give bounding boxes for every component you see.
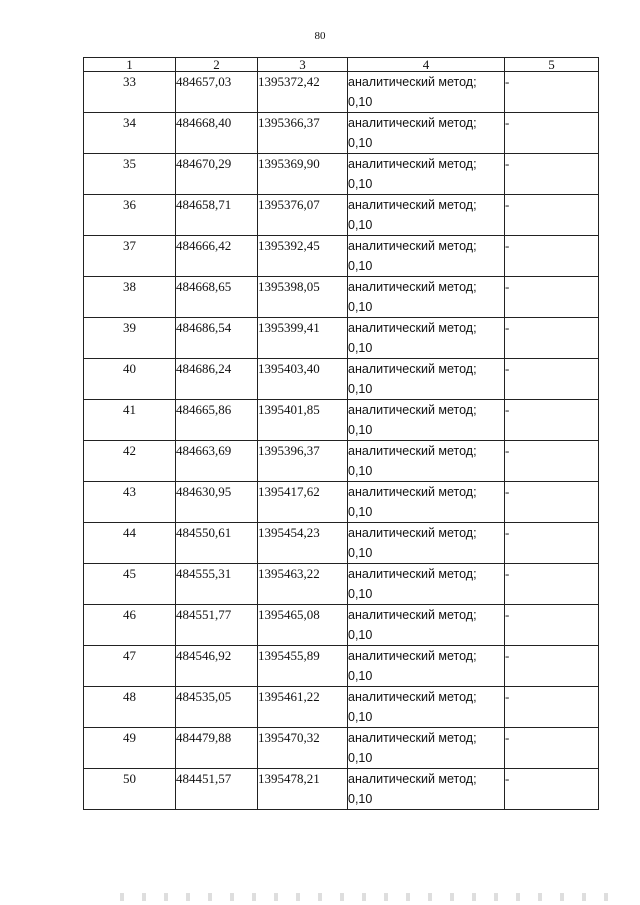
point-number-cell: 41 [84, 400, 176, 441]
table-row [84, 318, 599, 359]
table-row [84, 277, 599, 318]
method-text: аналитический метод; [348, 567, 477, 581]
x-coordinate-cell: 484686,24 [176, 359, 258, 400]
x-coordinate-cell: 484658,71 [176, 195, 258, 236]
table-row [84, 605, 599, 646]
accuracy-text: 0,10 [348, 464, 373, 478]
point-number-cell: 37 [84, 236, 176, 277]
note-cell: - [505, 482, 599, 523]
method-cell [348, 728, 505, 769]
table-row [84, 564, 599, 605]
method-cell [348, 441, 505, 482]
x-coordinate-cell: 484665,86 [176, 400, 258, 441]
point-number-cell: 33 [84, 72, 176, 113]
table-row [84, 646, 599, 687]
point-number-cell: 47 [84, 646, 176, 687]
note-cell: - [505, 400, 599, 441]
point-number-cell: 44 [84, 523, 176, 564]
point-number-cell: 48 [84, 687, 176, 728]
method-cell [348, 646, 505, 687]
point-number-cell: 39 [84, 318, 176, 359]
accuracy-text: 0,10 [348, 136, 373, 150]
x-coordinate-cell: 484686,54 [176, 318, 258, 359]
y-coordinate-cell: 1395454,23 [258, 523, 348, 564]
y-coordinate-cell: 1395376,07 [258, 195, 348, 236]
method-cell [348, 523, 505, 564]
coordinates-table [83, 57, 599, 810]
point-number-cell: 49 [84, 728, 176, 769]
x-coordinate-cell: 484555,31 [176, 564, 258, 605]
accuracy-text: 0,10 [348, 300, 373, 314]
y-coordinate-cell: 1395396,37 [258, 441, 348, 482]
y-coordinate-cell: 1395417,62 [258, 482, 348, 523]
x-coordinate-cell: 484666,42 [176, 236, 258, 277]
table-row [84, 154, 599, 195]
method-text: аналитический метод; [348, 198, 477, 212]
page-number: 80 [314, 30, 326, 42]
point-number-cell: 34 [84, 113, 176, 154]
method-text: аналитический метод; [348, 116, 477, 130]
method-cell [348, 769, 505, 810]
y-coordinate-cell: 1395478,21 [258, 769, 348, 810]
accuracy-text: 0,10 [348, 587, 373, 601]
point-number-cell: 45 [84, 564, 176, 605]
point-number-cell: 50 [84, 769, 176, 810]
note-cell: - [505, 646, 599, 687]
accuracy-text: 0,10 [348, 710, 373, 724]
x-coordinate-cell: 484657,03 [176, 72, 258, 113]
accuracy-text: 0,10 [348, 792, 373, 806]
note-cell: - [505, 605, 599, 646]
method-cell [348, 113, 505, 154]
note-cell: - [505, 113, 599, 154]
method-cell [348, 277, 505, 318]
accuracy-text: 0,10 [348, 382, 373, 396]
accuracy-text: 0,10 [348, 95, 373, 109]
column-header-1: 1 [84, 58, 176, 72]
x-coordinate-cell: 484668,40 [176, 113, 258, 154]
accuracy-text: 0,10 [348, 546, 373, 560]
x-coordinate-cell: 484630,95 [176, 482, 258, 523]
method-text: аналитический метод; [348, 280, 477, 294]
method-cell [348, 318, 505, 359]
column-header-2: 2 [176, 58, 258, 72]
table-row [84, 441, 599, 482]
scan-artifact [120, 893, 620, 901]
method-text: аналитический метод; [348, 403, 477, 417]
note-cell: - [505, 154, 599, 195]
note-cell: - [505, 769, 599, 810]
y-coordinate-cell: 1395455,89 [258, 646, 348, 687]
table-row [84, 769, 599, 810]
method-text: аналитический метод; [348, 731, 477, 745]
method-text: аналитический метод; [348, 649, 477, 663]
x-coordinate-cell: 484670,29 [176, 154, 258, 195]
y-coordinate-cell: 1395465,08 [258, 605, 348, 646]
note-cell: - [505, 72, 599, 113]
column-header-5: 5 [505, 58, 599, 72]
method-text: аналитический метод; [348, 690, 477, 704]
method-cell [348, 154, 505, 195]
y-coordinate-cell: 1395366,37 [258, 113, 348, 154]
y-coordinate-cell: 1395403,40 [258, 359, 348, 400]
method-text: аналитический метод; [348, 772, 477, 786]
point-number-cell: 46 [84, 605, 176, 646]
method-text: аналитический метод; [348, 157, 477, 171]
y-coordinate-cell: 1395369,90 [258, 154, 348, 195]
x-coordinate-cell: 484668,65 [176, 277, 258, 318]
method-text: аналитический метод; [348, 444, 477, 458]
table-row [84, 482, 599, 523]
x-coordinate-cell: 484479,88 [176, 728, 258, 769]
x-coordinate-cell: 484546,92 [176, 646, 258, 687]
note-cell: - [505, 564, 599, 605]
point-number-cell: 42 [84, 441, 176, 482]
y-coordinate-cell: 1395392,45 [258, 236, 348, 277]
point-number-cell: 36 [84, 195, 176, 236]
x-coordinate-cell: 484663,69 [176, 441, 258, 482]
header-row [84, 58, 599, 72]
point-number-cell: 40 [84, 359, 176, 400]
note-cell: - [505, 236, 599, 277]
method-cell [348, 72, 505, 113]
note-cell: - [505, 687, 599, 728]
accuracy-text: 0,10 [348, 628, 373, 642]
y-coordinate-cell: 1395372,42 [258, 72, 348, 113]
note-cell: - [505, 318, 599, 359]
note-cell: - [505, 195, 599, 236]
method-cell [348, 400, 505, 441]
table-row [84, 195, 599, 236]
table-row [84, 359, 599, 400]
method-text: аналитический метод; [348, 321, 477, 335]
accuracy-text: 0,10 [348, 341, 373, 355]
accuracy-text: 0,10 [348, 259, 373, 273]
y-coordinate-cell: 1395470,32 [258, 728, 348, 769]
method-cell [348, 564, 505, 605]
column-header-4: 4 [348, 58, 505, 72]
method-text: аналитический метод; [348, 485, 477, 499]
y-coordinate-cell: 1395461,22 [258, 687, 348, 728]
table-row [84, 687, 599, 728]
x-coordinate-cell: 484551,77 [176, 605, 258, 646]
method-text: аналитический метод; [348, 239, 477, 253]
table-row [84, 236, 599, 277]
table-row [84, 400, 599, 441]
method-cell [348, 195, 505, 236]
table-row [84, 728, 599, 769]
method-cell [348, 687, 505, 728]
table-header [84, 58, 599, 72]
table-row [84, 113, 599, 154]
point-number-cell: 43 [84, 482, 176, 523]
note-cell: - [505, 441, 599, 482]
column-header-3: 3 [258, 58, 348, 72]
method-cell [348, 359, 505, 400]
table-row [84, 72, 599, 113]
accuracy-text: 0,10 [348, 218, 373, 232]
accuracy-text: 0,10 [348, 177, 373, 191]
method-text: аналитический метод; [348, 75, 477, 89]
point-number-cell: 38 [84, 277, 176, 318]
y-coordinate-cell: 1395401,85 [258, 400, 348, 441]
method-cell [348, 605, 505, 646]
accuracy-text: 0,10 [348, 751, 373, 765]
note-cell: - [505, 277, 599, 318]
method-text: аналитический метод; [348, 526, 477, 540]
method-cell [348, 482, 505, 523]
x-coordinate-cell: 484550,61 [176, 523, 258, 564]
accuracy-text: 0,10 [348, 669, 373, 683]
method-cell [348, 236, 505, 277]
x-coordinate-cell: 484451,57 [176, 769, 258, 810]
y-coordinate-cell: 1395463,22 [258, 564, 348, 605]
table-row [84, 523, 599, 564]
accuracy-text: 0,10 [348, 423, 373, 437]
y-coordinate-cell: 1395399,41 [258, 318, 348, 359]
x-coordinate-cell: 484535,05 [176, 687, 258, 728]
note-cell: - [505, 728, 599, 769]
note-cell: - [505, 359, 599, 400]
note-cell: - [505, 523, 599, 564]
table-body [84, 72, 599, 810]
method-text: аналитический метод; [348, 362, 477, 376]
method-text: аналитический метод; [348, 608, 477, 622]
accuracy-text: 0,10 [348, 505, 373, 519]
point-number-cell: 35 [84, 154, 176, 195]
y-coordinate-cell: 1395398,05 [258, 277, 348, 318]
